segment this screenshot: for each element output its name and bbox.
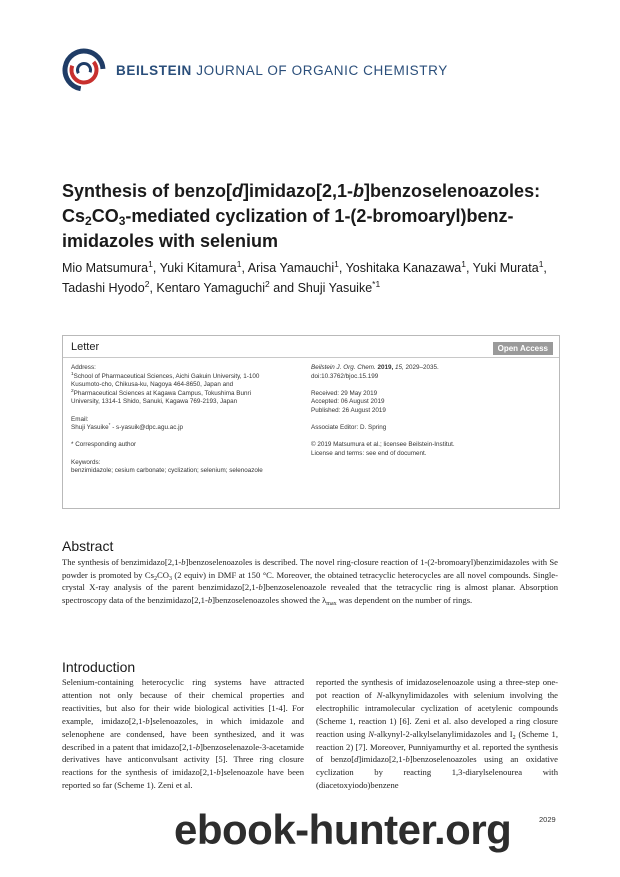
author-list <box>62 258 572 298</box>
address-label: Address: <box>71 364 96 371</box>
introduction-column-left: Selenium-containing heterocyclic ring systems have attracted attention not only because of their chemical properties and reactivities, but also for their wide biological activities [1-4]. For example, imidazo[2,1-b]selenoazoles, in which imidazole and selenophene are condensed, have been synthesized, and it was described in a patent that imidazo[2,1-b]benzoselenazole-3-acetamide derivatives have anticonvulsant activity [5]. Three ring closure reactions for the synthesis of imidazo[2,1-b]selenoazole have been reported so far (Scheme 1). Zeni et al. <box>62 677 304 791</box>
email-link[interactable]: - s-yasuik@dpc.agu.ac.jp <box>110 424 183 432</box>
email-label: Email: <box>71 415 89 423</box>
license: License and terms: see end of document. <box>311 449 427 457</box>
introduction-heading: Introduction <box>62 659 136 675</box>
introduction-column-right: reported the synthesis of imidazoselenoazole using a three-step one-pot reaction of N-alkynylimidazoles with selenium involving the electrophilic intramolecular cyclization of acetylenic compounds (Scheme 1, reaction 1) [6]. Zeni et al. also developed a ring closure reaction using N-alkynyl-2-alkylselanylimidazoles and $I_2$ (Scheme 1, reaction 2) [7]. Moreover, Punniyamurthy et al. reported the synthesis of benzo[d]imidazo[2,1-b]benzoselenoazoles using an oxidative cyclization by reacting 1,3-diarylselenourea with (diacetoxyiodo)benzene <box>316 677 558 791</box>
publication-column <box>311 364 551 459</box>
author: Yuki Kitamura$^1$, <box>159 259 248 275</box>
address-2: $^2$Pharmaceutical Sciences at Kagawa Campus, Tokushima Bunri <box>71 388 252 397</box>
author: Yoshitaka Kanazawa$^1$, <box>345 259 473 275</box>
address-2-cont: University, 1314-1 Shido, Sanuki, Kagawa 769-2193, Japan <box>71 398 238 406</box>
article-info-box <box>62 335 560 509</box>
author: Kentaro Yamaguchi$^2$ and <box>156 279 298 295</box>
doi-link[interactable]: doi:10.3762/bjoc.15.199 <box>311 372 379 380</box>
beilstein-logo <box>62 48 106 92</box>
email-line: Shuji Yasuike* - s-yasuik@dpc.agu.ac.jp <box>71 423 183 432</box>
abstract-heading: Abstract <box>62 538 114 554</box>
box-divider <box>63 357 559 358</box>
author: Mio Matsumura$^1$, <box>62 259 160 275</box>
published-date: Published: 26 August 2019 <box>311 406 386 414</box>
author: Arisa Yamauchi$^1$, <box>247 259 346 275</box>
address-1-cont: Kusumoto-cho, Chikusa-ku, Nagoya 464-8650, Japan and <box>71 381 234 389</box>
author: Tadashi Hyodo$^2$, <box>62 279 157 295</box>
author: Yuki Murata$^1$, <box>472 259 547 275</box>
received-date: Received: 29 May 2019 <box>311 389 378 397</box>
affiliation-column <box>71 364 303 476</box>
associate-editor: Associate Editor: D. Spring <box>311 424 387 432</box>
keywords-label: Keywords: <box>71 458 101 466</box>
author: Shuji Yasuike$^{*1}$ <box>297 279 381 295</box>
open-access-badge: Open Access <box>493 342 553 355</box>
accepted-date: Accepted: 06 August 2019 <box>311 398 385 406</box>
article-type: Letter <box>71 341 100 353</box>
address-1: $^1$School of Pharmaceutical Sciences, Aichi Gakuin University, 1-100 <box>71 371 260 380</box>
page-number: 2029 <box>539 815 556 824</box>
citation: Beilstein J. Org. Chem. 2019, 15, 2029–2035. <box>311 364 439 371</box>
keywords: benzimidazole; cesium carbonate; cyclization; selenium; selenoazole <box>71 467 263 475</box>
watermark: ebook-hunter.org <box>174 806 512 853</box>
copyright: © 2019 Matsumura et al.; licensee Beilstein-Institut. <box>311 441 455 449</box>
abstract-text: The synthesis of benzimidazo[2,1-b]benzoselenoazoles is described. The novel ring-closure reaction of 1-(2-bromoaryl)benzimidazoles with Se powder is promoted by $Cs_2CO_3$ (2 equiv) in DMF at 150 °C. Moreover, the obtained tetracyclic heterocycles are all novel compounds. Single-crystal X-ray analysis of the parent benzimidazo[2,1-b]benzoselenoazole revealed that the tetracyclic ring is almost planar. Absorption spectroscopy data of the benzimidazo[2,1-b]benzoselenoazoles showed the $\lambda_{max}$ was dependent on the number of rings. <box>62 557 558 608</box>
corresponding-note: * Corresponding author <box>71 441 137 449</box>
journal-name: BEILSTEIN JOURNAL OF ORGANIC CHEMISTRY <box>116 63 448 78</box>
article-title: Synthesis of benzo[d]imidazo[2,1-b]benzoselenoazoles: $Cs_2CO_3$-mediated cyclization of 1-(2-bromoaryl)benz- imidazoles with selenium <box>62 181 541 251</box>
